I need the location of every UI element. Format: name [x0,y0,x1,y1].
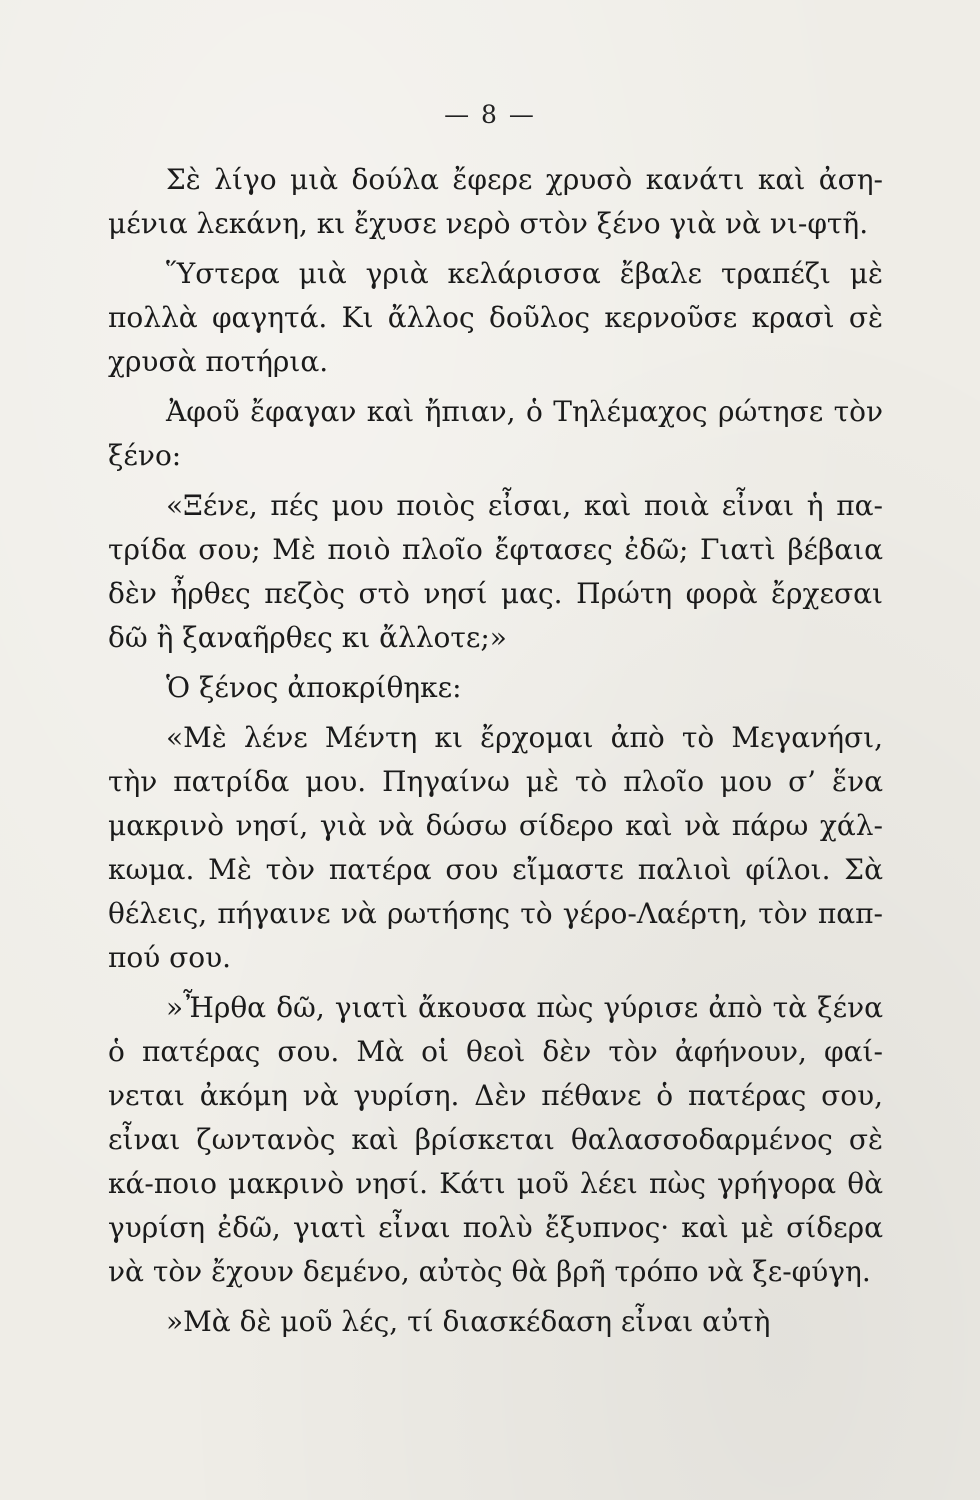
paragraph: «Ξένε, πές μου ποιὸς εἶσαι, καὶ ποιὰ εἶναι ἡ πα-τρίδα σου; Μὲ ποιὸ πλοῖο ἔφτασες ἐδῶ; Γιατὶ βέβαια δὲν ἦρθες πεζὸς στὸ νησί μας. Πρώτη φορὰ ἔρχεσαι δῶ ἢ ξαναῆρθες κι ἄλλοτε;» [108,489,883,654]
page-number: — 8 — [444,100,536,129]
body-text [108,158,883,1344]
paragraph: Ὕστερα μιὰ γριὰ κελάρισσα ἔβαλε τραπέζι μὲ πολλὰ φαγητά. Κι ἄλλος δοῦλος κερνοῦσε κρασὶ σὲ χρυσὰ ποτήρια. [108,257,883,378]
paragraph: »Μὰ δὲ μοῦ λές, τί διασκέδαση εἶναι αὐτὴ [166,1305,771,1338]
paragraph: «Μὲ λένε Μέντη κι ἔρχομαι ἀπὸ τὸ Μεγανήσι, τὴν πατρίδα μου. Πηγαίνω μὲ τὸ πλοῖο μου σ’ ἕνα μακρινὸ νησί, γιὰ νὰ δώσω σίδερο καὶ νὰ πάρω χάλ-κωμα. Μὲ τὸν πατέρα σου εἴμαστε παλιοὶ φίλοι. Σὰ θέλεις, πήγαινε νὰ ρωτήσης τὸ γέρο-Λαέρτη, τὸν παπ-πού σου. [108,721,883,974]
paragraph: Σὲ λίγο μιὰ δούλα ἔφερε χρυσὸ κανάτι καὶ ἀση-μένια λεκάνη, κι ἔχυσε νερὸ στὸν ξένο γιὰ νὰ νι-φτῆ. [108,163,883,240]
paragraph: Ἀφοῦ ἔφαγαν καὶ ἤπιαν, ὁ Τηλέμαχος ρώτησε τὸν ξένο: [108,395,883,472]
paragraph: »Ἦρθα δῶ, γιατὶ ἄκουσα πὼς γύρισε ἀπὸ τὰ ξένα ὁ πατέρας σου. Μὰ οἱ θεοὶ δὲν τὸν ἀφήνουν, φαί-νεται ἀκόμη νὰ γυρίση. Δὲν πέθανε ὁ πατέρας σου, εἶναι ζωντανὸς καὶ βρίσκεται θαλασσοδαρμένος σὲ κά-ποιο μακρινὸ νησί. Κάτι μοῦ λέει πὼς γρήγορα θὰ γυρίση ἐδῶ, γιατὶ εἶναι πολὺ ἔξυπνος· καὶ μὲ σίδερα νὰ τὸν ἔχουν δεμένο, αὐτὸς θὰ βρῆ τρόπο νὰ ξε-φύγη. [108,991,883,1288]
paragraph: Ὁ ξένος ἀποκρίθηκε: [166,671,462,704]
